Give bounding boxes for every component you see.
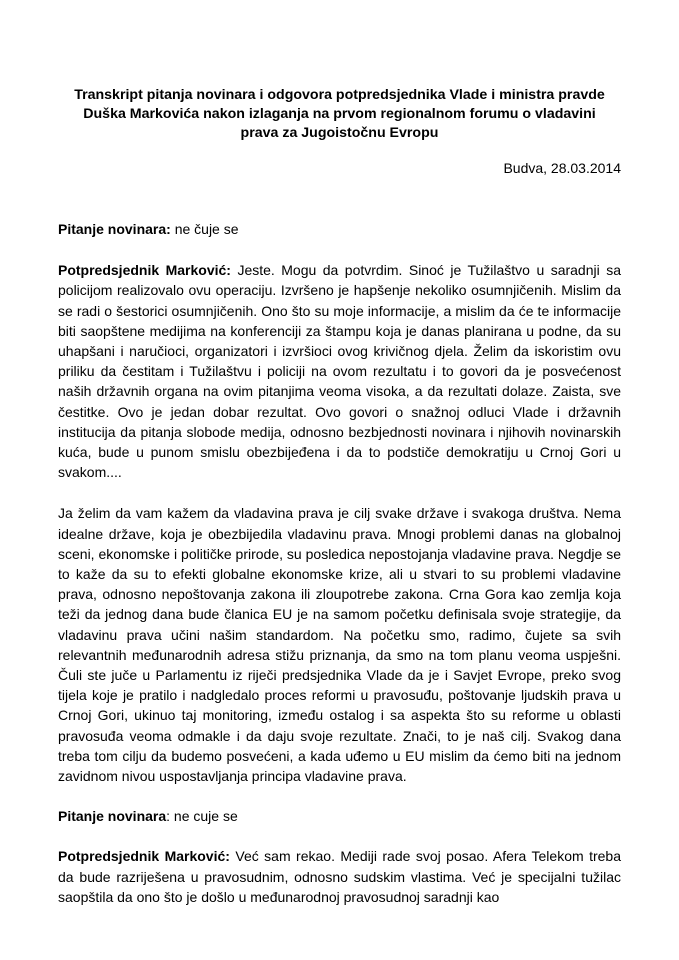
paragraph-answer-2 xyxy=(58,846,621,907)
dateline: Budva, 28.03.2014 xyxy=(503,160,621,176)
paragraph-text: ne čuje se xyxy=(170,221,239,237)
document-title xyxy=(67,86,612,143)
title-line: Duška Markovića nakon izlaganja na prvom regionalnom forumu o vladavini xyxy=(83,106,596,122)
paragraph-answer-1-continued xyxy=(58,503,621,786)
paragraph-text: Ja želim da vam kažem da vladavina prava je cilj svake države i svakoga društva. Nema idealne države, koja je obezbijedila vladavinu prava. Mnogi problemi danas na globalnoj sceni, ekonomske i političke prirode, su posledica nepostojanja vladavine prava. Negdje se to kaže da su to efekti globalne ekonomske krize, ali u stvari to su problemi vladavine prava, odnosno nepoštovanja zakona ili zloupotrebe zakona. Crna Gora kao zemlja koja teži da jednog dana bude članica EU je na samom početku definisala svoje strategije, da vladavinu prava učini našim standardom. Na početku smo, radimo, čujete sa svih relevantnih međunarodnih adresa stižu priznanja, da smo na tom planu veoma uspješni. Čuli ste juče u Parlamentu iz riječi predsjednika Vlade da je i Savjet Evrope, preko svog tijela koje je pratilo i nadgledalo proces reformi u pravosuđu, poštovanje ljudskih prava u Crnoj Gori, ukinuo taj monitoring, između ostalog i sa aspekta što su reforme u oblasti pravosuđa veoma odmakle i da daju svoje rezultate. Znači, to je naš cilj. Svakog dana treba tom cilju da budemo posvećeni, a kada uđemo u EU mislim da ćemo biti na jednom zavidnom nivou uspostavljanja principa vladavine prava. xyxy=(58,505,621,785)
title-line: Transkript pitanja novinara i odgovora potpredsjednika Vlade i ministra pravde xyxy=(74,87,605,103)
paragraph-text: Jeste. Mogu da potvrdim. Sinoć je Tužilaštvo u saradnji sa policijom realizovalo ovu operaciju. Izvršeno je hapšenje nekoliko osumnjičenih. Mislim da se radi o šestorici osumnjičenih. Ono što su moje informacije, a mislim da će te informacije biti saopštene medijima na konferenciji za štampu koja je danas planirana u podne, da su uhapšani i naručioci, organizatori i izvršioci ovog krivičnog djela. Želim da iskoristim ovu priliku da čestitam i Tužilaštvu i policiji na ovom rezultatu i to govori da je posvećenost naših državnih organa na ovim pitanjima veoma visoka, a da rezultati dolaze. Zaista, sve čestitke. Ovo je jedan dobar rezultat. Ovo govori o snažnoj odluci Vlade i državnih institucija da pitanja slobode medija, odnosno bezbjednosti novinara i njihovih novinarskih kuća, bude u punom smislu obezbijeđena i da to podstiče demokratiju u Crnoj Gori u svakom.... xyxy=(58,262,621,481)
speaker-label: Potpredsjednik Marković: xyxy=(58,262,231,279)
paragraph-text: : ne cuje se xyxy=(166,808,238,825)
paragraph-text: Već sam rekao. Mediji rade svoj posao. Afera Telekom treba da bude razriješena u pravosudnim, odnosno sudskim vlastima. Već je specijalni tužilac saopštila da ono što je došlo u međunarodnoj pravosudnoj saradnji kao xyxy=(58,848,621,905)
speaker-label: Potpredsjednik Marković: xyxy=(58,848,230,865)
paragraph-question-2 xyxy=(58,806,621,826)
speaker-label: Pitanje novinara: xyxy=(58,221,171,237)
speaker-label: Pitanje novinara xyxy=(58,808,167,825)
title-line: prava za Jugoistočnu Evropu xyxy=(240,125,439,141)
paragraph-question-1 xyxy=(58,219,621,239)
paragraph-answer-1 xyxy=(58,260,621,482)
